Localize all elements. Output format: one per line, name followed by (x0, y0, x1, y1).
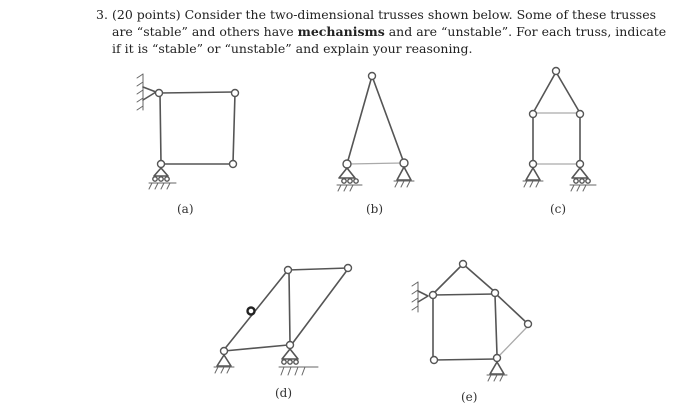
problem-line-1: (20 points) Consider the two-dimensional trusses shown below. Some of these trusses (112, 7, 657, 22)
figure-e-label: (e) (461, 390, 478, 404)
truss-c-drawing (523, 68, 596, 192)
problem-line-2-end: and are “unstable”. For each truss, indicate (384, 24, 667, 39)
figure-b-label: (b) (366, 202, 384, 216)
truss-d-drawing (214, 265, 352, 376)
figure-a-label: (a) (177, 202, 194, 216)
figure-c-label: (c) (550, 202, 567, 216)
truss-a-drawing (137, 74, 239, 189)
mechanisms-emphasis: mechanisms (297, 24, 385, 39)
problem-line-3: if it is “stable” or “unstable” and explain your reasoning. (112, 41, 473, 56)
truss-e-drawing (412, 261, 532, 382)
problem-line-2-start: are “stable” and others have (112, 24, 298, 39)
truss-b-drawing (337, 73, 414, 192)
figure-d-label: (d) (275, 386, 293, 400)
problem-number: 3. (96, 7, 108, 22)
